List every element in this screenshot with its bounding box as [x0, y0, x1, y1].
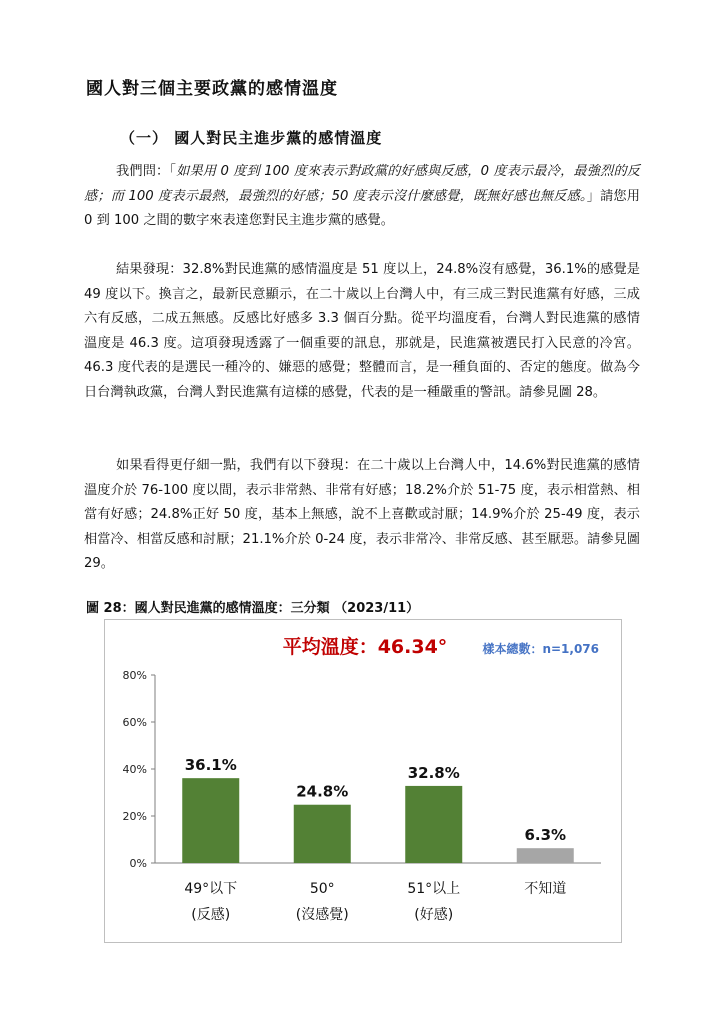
- chart-title: 平均溫度：46.34°: [282, 636, 448, 658]
- bar-chart: [105, 620, 621, 942]
- sample-size-note: 樣本總數：n=1,076: [482, 642, 599, 656]
- y-tick-label: 60%: [122, 716, 147, 729]
- bar-value-label: 36.1%: [184, 756, 237, 775]
- detail-paragraph: 如果看得更仔細一點，我們有以下發現：在二十歲以上台灣人中，14.6%對民進黨的感情溫度介於 76-100 度以間，表示非常熱、非常有好感；18.2%介於 51-75 度，表示相當熱、相當有好感；24.8%正好 50 度，基本上無感，說不上喜歡或討厭；14.9%介於 25-49 度，表示相當冷、相當反感和討厭；21.1%介於 0-24 度，表示非常冷、非常反感、甚至厭惡。請參見圖 29。: [84, 458, 640, 572]
- figure-caption: 圖 28：國人對民進黨的感情溫度：三分類 （2023/11）: [86, 601, 420, 616]
- y-tick-label: 20%: [122, 810, 147, 823]
- plot-area: [123, 669, 601, 923]
- x-category-label: 不知道: [524, 881, 567, 897]
- x-category-label: 49°以下: [184, 881, 238, 897]
- x-category-label: 51°以上: [407, 881, 461, 897]
- x-category-label: 50°: [309, 881, 335, 897]
- question-quote: 如果用 0 度到 100 度來表示對政黨的好感與反感，0 度表示最冷，最強烈的反感；而 100 度表示最熱，最強烈的好感；50 度表示沒什麼感覺，既無好感也無反感。: [84, 164, 640, 204]
- y-tick-label: 40%: [122, 763, 147, 776]
- bar: [182, 778, 239, 863]
- chart-frame: [104, 619, 622, 943]
- question-paragraph: [84, 160, 640, 234]
- y-tick-label: 0%: [129, 857, 147, 870]
- results-paragraph: 結果發現：32.8%對民進黨的感情溫度是 51 度以上，24.8%沒有感覺，36.1%的感覺是 49 度以下。換言之，最新民意顯示，在二十歲以上台灣人中，有三成三對民進黨有好感，三成六有反感，二成五無感。反感比好感多 3.3 個百分點。從平均溫度看，台灣人對民進黨的感情溫度是 46.3 度。這項發現透露了一個重要的訊息，那就是，民進黨被選民打入民意的冷宮。46.3 度代表的是選民一種冷的、嫌惡的感覺；整體而言，是一種負面的、否定的態度。做為今日台灣執政黨，台灣人對民進黨有這樣的感覺，代表的是一種嚴重的警訊。請參見圖 28。: [84, 262, 640, 400]
- x-category-sublabel: (好感): [414, 907, 454, 923]
- bar: [517, 848, 574, 863]
- bar-value-label: 6.3%: [524, 826, 567, 845]
- bar-value-label: 24.8%: [296, 782, 349, 801]
- section-subtitle: （一） 國人對民主進步黨的感情溫度: [120, 129, 383, 147]
- bar: [294, 805, 351, 863]
- y-tick-label: 80%: [122, 669, 147, 682]
- x-category-sublabel: (沒感覺): [295, 907, 349, 923]
- page-title: 國人對三個主要政黨的感情溫度: [86, 79, 338, 99]
- question-prefix: 我們問：「: [116, 164, 177, 179]
- bar: [405, 786, 462, 863]
- question-suffix: 」請您用 0 到 100 之間的數字來表達您對民主進步黨的感覺。: [84, 188, 640, 229]
- x-category-sublabel: (反感): [191, 907, 231, 923]
- bar-value-label: 32.8%: [407, 763, 460, 782]
